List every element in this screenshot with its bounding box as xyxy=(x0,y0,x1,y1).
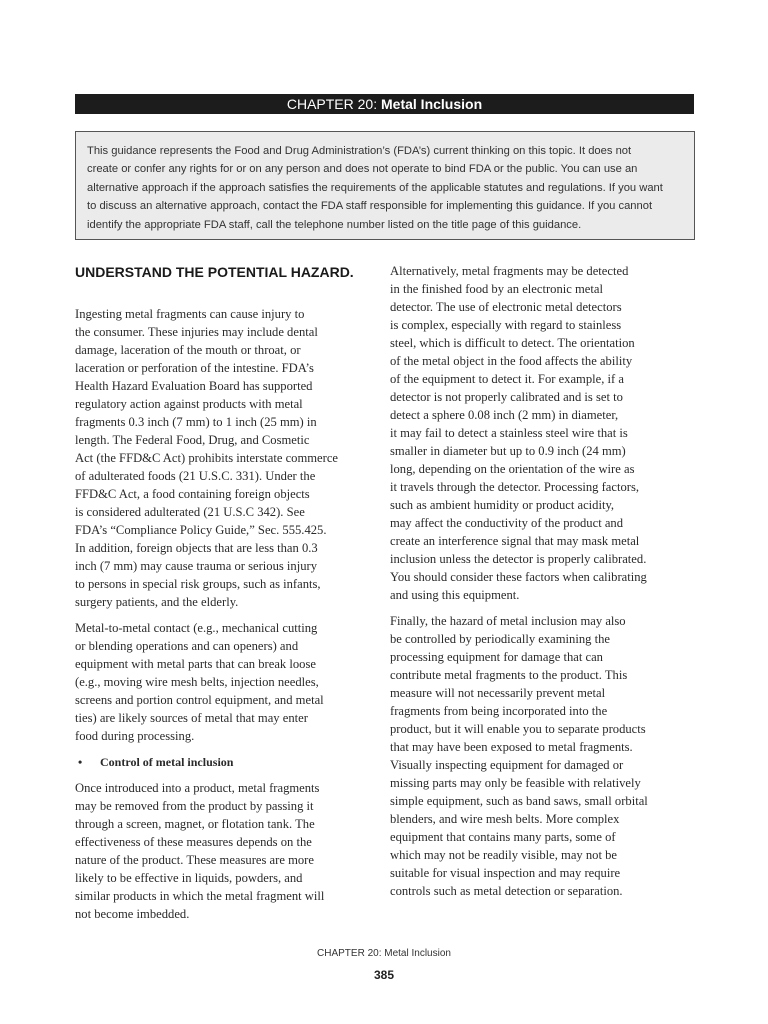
text-line: that may have been exposed to metal fragments. xyxy=(390,740,633,754)
text-line: of the metal object in the food affects the ability xyxy=(390,354,633,368)
text-line: length. The Federal Food, Drug, and Cosmetic xyxy=(75,433,310,447)
text-line: or blending operations and can openers) and xyxy=(75,639,299,653)
text-line: inch (7 mm) may cause trauma or serious injury xyxy=(75,559,318,573)
text-line: long, depending on the orientation of the wire as xyxy=(390,462,635,476)
text-line: (e.g., moving wire mesh belts, injection needles, xyxy=(75,675,319,689)
text-line: ties) are likely sources of metal that may enter xyxy=(75,711,308,725)
text-line: it travels through the detector. Processing factors, xyxy=(390,480,640,494)
text-line: is complex, especially with regard to stainless xyxy=(390,318,622,332)
bullet-heading xyxy=(75,753,380,771)
chapter-title: Metal Inclusion xyxy=(381,96,483,112)
text-line: measure will not necessarily prevent metal xyxy=(390,686,606,700)
text-line: nature of the product. These measures are more xyxy=(75,853,314,867)
text-line: Visually inspecting equipment for damaged or xyxy=(390,758,624,772)
text-line: damage, laceration of the mouth or throat, or xyxy=(75,343,301,357)
guidance-line: create or confer any rights for or on any person and does not operate to bind FDA or the public. You can use an xyxy=(87,163,638,176)
text-line: smaller in diameter but up to 0.9 inch (24 mm) xyxy=(390,444,626,458)
text-line: processing equipment for damage that can xyxy=(390,650,603,664)
text-line: Once introduced into a product, metal fragments xyxy=(75,781,320,795)
guidance-line: This guidance represents the Food and Drug Administration’s (FDA’s) current thinking on this topic. It does not xyxy=(87,145,632,157)
page-number: 385 xyxy=(373,968,395,982)
text-line: controls such as metal detection or separation. xyxy=(390,884,623,898)
text-line: such as ambient humidity or product acidity, xyxy=(390,498,615,512)
left-column xyxy=(75,262,380,931)
text-line: of the equipment to detect it. For example, if a xyxy=(390,372,624,386)
text-line: be controlled by periodically examining the xyxy=(390,632,610,646)
text-line: effectiveness of these measures depends on the xyxy=(75,835,312,849)
guidance-line: to discuss an alternative approach, contact the FDA staff responsible for implementing this guidance. If you cannot xyxy=(87,200,653,213)
text-line: which may not be readily visible, may not be xyxy=(390,848,617,862)
text-line: suitable for visual inspection and may require xyxy=(390,866,621,880)
text-line: You should consider these factors when calibrating xyxy=(390,570,647,584)
text-line: detect a sphere 0.08 inch (2 mm) in diameter, xyxy=(390,408,619,422)
guidance-notice-box xyxy=(75,131,695,240)
text-line: through a screen, magnet, or flotation tank. The xyxy=(75,817,315,831)
text-line: may affect the conductivity of the product and xyxy=(390,516,624,530)
text-line: detector. The use of electronic metal detectors xyxy=(390,300,622,314)
text-line: equipment that contains many parts, some of xyxy=(390,830,616,844)
text-line: In addition, foreign objects that are less than 0.3 xyxy=(75,541,318,555)
text-line: the consumer. These injuries may include dental xyxy=(75,325,318,339)
text-line: Ingesting metal fragments can cause injury to xyxy=(75,307,305,321)
text-line: laceration or perforation of the intestine. FDA’s xyxy=(75,361,314,375)
text-line: Metal-to-metal contact (e.g., mechanical cutting xyxy=(75,621,318,635)
text-line: likely to be effective in liquids, powders, and xyxy=(75,871,303,885)
text-line: Finally, the hazard of metal inclusion may also xyxy=(390,614,626,628)
text-line: missing parts may only be feasible with relatively xyxy=(390,776,641,790)
bullet-heading-text: Control of metal inclusion xyxy=(100,755,234,769)
chapter-header-bar xyxy=(75,94,694,114)
text-line: of adulterated foods (21 U.S.C. 331). Under the xyxy=(75,469,316,483)
text-line: equipment with metal parts that can break loose xyxy=(75,657,316,671)
text-line: fragments 0.3 inch (7 mm) to 1 inch (25 mm) in xyxy=(75,415,317,429)
chapter-prefix: CHAPTER 20: xyxy=(286,96,381,112)
text-line: create an interference signal that may mask metal xyxy=(390,534,640,548)
text-line: not become imbedded. xyxy=(75,907,190,921)
text-line: food during processing. xyxy=(75,729,195,743)
text-line: simple equipment, such as band saws, small orbital xyxy=(390,794,648,808)
text-line: fragments from being incorporated into the xyxy=(390,704,608,718)
hazard-paragraph xyxy=(75,305,380,611)
text-line: in the finished food by an electronic metal xyxy=(390,282,603,296)
control-paragraph xyxy=(75,779,380,923)
bullet-marker: • xyxy=(78,755,83,769)
footer-chapter-label: CHAPTER 20: Metal Inclusion xyxy=(317,948,451,959)
text-line: and using this equipment. xyxy=(390,588,520,602)
text-line: Act (the FFD&C Act) prohibits interstate commerce xyxy=(75,451,339,465)
text-line: regulatory action against products with metal xyxy=(75,397,303,411)
text-line: product, but it will enable you to separate products xyxy=(390,722,646,736)
text-line: FDA’s “Compliance Policy Guide,” Sec. 555.425. xyxy=(75,523,327,537)
guidance-line: identify the appropriate FDA staff, call the telephone number listed on the title page of this guidance. xyxy=(87,218,582,231)
guidance-line: alternative approach if the approach satisfies the requirements of the applicable statutes and regulations. If you want xyxy=(87,181,663,194)
text-line: steel, which is difficult to detect. The orientation xyxy=(390,336,635,350)
text-line: to persons in special risk groups, such as infants, xyxy=(75,577,321,591)
section-heading: UNDERSTAND THE POTENTIAL HAZARD. xyxy=(75,264,354,280)
text-line: Alternatively, metal fragments may be detected xyxy=(390,264,629,278)
text-line: contribute metal fragments to the product. This xyxy=(390,668,628,682)
detector-paragraph xyxy=(390,262,695,604)
text-line: Health Hazard Evaluation Board has supported xyxy=(75,379,313,393)
text-line: FFD&C Act, a food containing foreign objects xyxy=(75,487,310,501)
text-line: similar products in which the metal fragment will xyxy=(75,889,325,903)
text-line: it may fail to detect a stainless steel wire that is xyxy=(390,426,628,440)
text-line: may be removed from the product by passing it xyxy=(75,799,314,813)
text-line: inclusion unless the detector is properly calibrated. xyxy=(390,552,647,566)
right-column xyxy=(390,262,695,908)
text-line: blenders, and wire mesh belts. More complex xyxy=(390,812,620,826)
text-line: surgery patients, and the elderly. xyxy=(75,595,239,609)
inspection-paragraph xyxy=(390,612,695,900)
text-line: screens and portion control equipment, and metal xyxy=(75,693,324,707)
text-line: detector is not properly calibrated and is set to xyxy=(390,390,623,404)
text-line: is considered adulterated (21 U.S.C 342). See xyxy=(75,505,305,519)
sources-paragraph xyxy=(75,619,380,745)
